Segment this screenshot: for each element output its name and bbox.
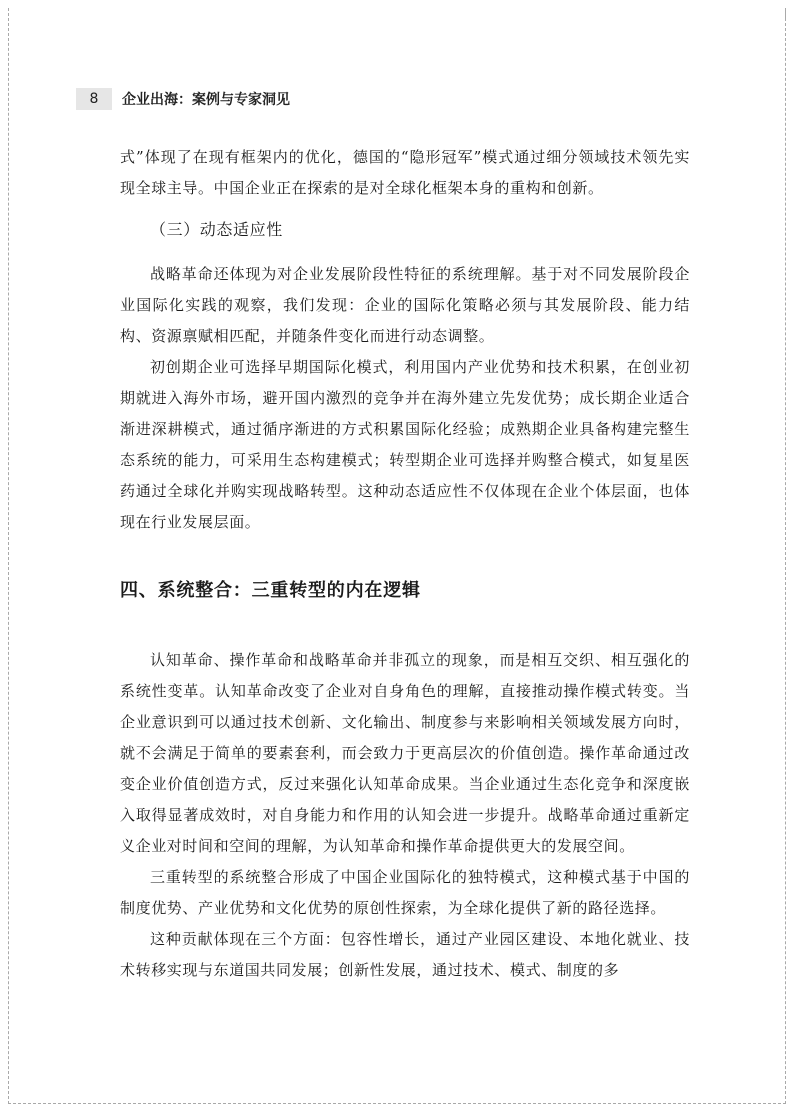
running-header bbox=[76, 88, 290, 110]
page-body bbox=[120, 142, 690, 986]
section-heading: 四、系统整合：三重转型的内在逻辑 bbox=[120, 580, 421, 601]
paragraph: 初创期企业可选择早期国际化模式，利用国内产业优势和技术积累，在创业初期就进入海外市场，避开国内激烈的竞争并在海外建立先发优势；成长期企业适合渐进深耕模式，通过循序渐进的方式积累国际化经验；成熟期企业具备构建完整生态系统的能力，可采用生态构建模式；转型期企业可选择并购整合模式，如复星医药通过全球化并购实现战略转型。这种动态适应性不仅体现在企业个体层面，也体现在行业发展层面。 bbox=[120, 358, 690, 531]
subheading: （三）动态适应性 bbox=[150, 220, 283, 239]
paragraph: 战略革命还体现为对企业发展阶段性特征的系统理解。基于对不同发展阶段企业国际化实践的观察，我们发现：企业的国际化策略必须与其发展阶段、能力结构、资源禀赋相匹配，并随条件变化而进行动态调整。 bbox=[120, 265, 690, 345]
book-title: 企业出海：案例与专家洞见 bbox=[122, 92, 290, 108]
paragraph: 这种贡献体现在三个方面：包容性增长，通过产业园区建设、本地化就业、技术转移实现与东道国共同发展；创新性发展，通过技术、模式、制度的多 bbox=[120, 930, 690, 979]
page-number: 8 bbox=[76, 88, 112, 110]
frame-corner-mark bbox=[785, 8, 786, 18]
paragraph: 认知革命、操作革命和战略革命并非孤立的现象，而是相互交织、相互强化的系统性变革。认知革命改变了企业对自身角色的理解，直接推动操作模式转变。当企业意识到可以通过技术创新、文化输出、制度参与来影响相关领域发展方向时，就不会满足于简单的要素套利，而会致力于更高层次的价值创造。操作革命通过改变企业价值创造方式，反过来强化认知革命成果。当企业通过生态化竞争和深度嵌入取得显著成效时，对自身能力和作用的认知会进一步提升。战略革命通过重新定义企业对时间和空间的理解，为认知革命和操作革命提供更大的发展空间。 bbox=[120, 651, 690, 855]
paragraph-continued: 式”体现了在现有框架内的优化，德国的“隐形冠军”模式通过细分领域技术领先实现全球主导。中国企业正在探索的是对全球化框架本身的重构和创新。 bbox=[120, 148, 690, 197]
paragraph: 三重转型的系统整合形成了中国企业国际化的独特模式，这种模式基于中国的制度优势、产业优势和文化优势的原创性探索，为全球化提供了新的路径选择。 bbox=[120, 868, 690, 917]
